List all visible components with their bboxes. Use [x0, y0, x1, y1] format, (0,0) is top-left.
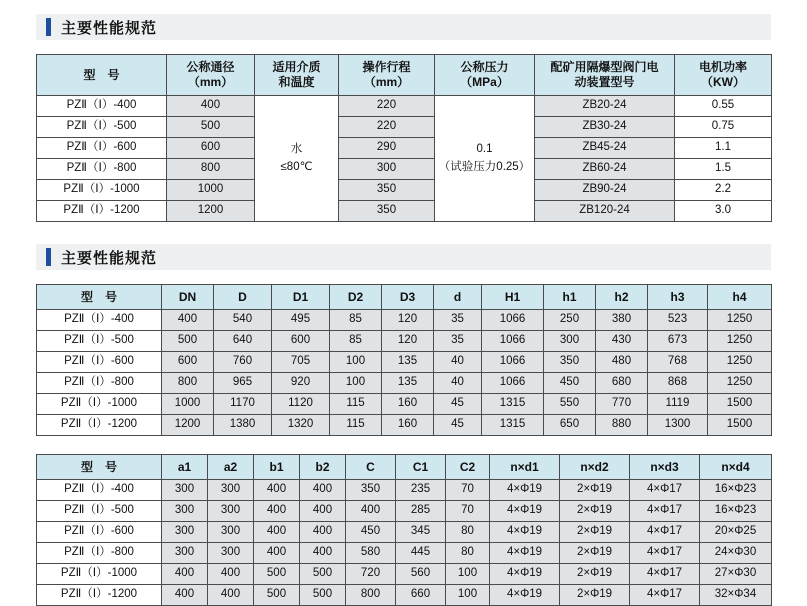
cell-d1: 495 [272, 310, 330, 331]
cell-d-small: 45 [434, 394, 482, 415]
cell-c2: 100 [446, 585, 490, 606]
cell-h3: 1119 [648, 394, 708, 415]
col-header-nxd3: n×d3 [630, 455, 700, 480]
cell-h4: 1250 [708, 373, 772, 394]
cell-a2: 300 [208, 543, 254, 564]
cell-d1: 1320 [272, 415, 330, 436]
cell-c1: 235 [396, 480, 446, 501]
cell-model: PZⅡ（Ⅰ）-800 [37, 543, 162, 564]
cell-nxd1: 4×Φ19 [490, 501, 560, 522]
cell-h1-upper: 1315 [482, 394, 544, 415]
table-row [37, 331, 772, 352]
cell-c1: 345 [396, 522, 446, 543]
cell-nxd3: 4×Φ17 [630, 480, 700, 501]
cell-b1: 500 [254, 585, 300, 606]
cell-h1-upper: 1066 [482, 352, 544, 373]
col-header-a2: a2 [208, 455, 254, 480]
cell-nxd1: 4×Φ19 [490, 543, 560, 564]
table-row [37, 501, 772, 522]
col-header-h2: h2 [596, 285, 648, 310]
cell-nxd4: 32×Φ34 [700, 585, 772, 606]
cell-d-small: 40 [434, 373, 482, 394]
cell-h1: 450 [544, 373, 596, 394]
cell-d: 1380 [214, 415, 272, 436]
cell-nominal-diameter: 1000 [167, 180, 255, 201]
col-header-b2: b2 [300, 455, 346, 480]
table-dimensions-bolts [36, 454, 772, 606]
cell-model: PZⅡ（Ⅰ）-1200 [37, 415, 162, 436]
table-dimensions-h [36, 284, 772, 436]
section-heading-1 [36, 14, 771, 40]
table-row [37, 373, 772, 394]
cell-electric-device-model: ZB45-24 [535, 138, 675, 159]
cell-d3: 160 [382, 415, 434, 436]
table-row [37, 159, 772, 180]
cell-model: PZⅡ（Ⅰ）-1000 [37, 394, 162, 415]
cell-motor-power: 0.75 [675, 117, 772, 138]
cell-a1: 300 [162, 543, 208, 564]
cell-d3: 135 [382, 352, 434, 373]
cell-d: 965 [214, 373, 272, 394]
cell-d2: 85 [330, 310, 382, 331]
table-header-row [37, 55, 772, 96]
cell-h1: 250 [544, 310, 596, 331]
cell-a1: 400 [162, 585, 208, 606]
cell-b2: 400 [300, 501, 346, 522]
cell-operating-stroke: 290 [339, 138, 435, 159]
col-header-nxd1: n×d1 [490, 455, 560, 480]
cell-d-small: 35 [434, 331, 482, 352]
cell-nxd1: 4×Φ19 [490, 480, 560, 501]
table-row [37, 394, 772, 415]
cell-h4: 1500 [708, 394, 772, 415]
cell-nxd4: 27×Φ30 [700, 564, 772, 585]
col-header-model: 型 号 [37, 455, 162, 480]
cell-h4: 1500 [708, 415, 772, 436]
cell-d1: 705 [272, 352, 330, 373]
cell-nxd4: 16×Φ23 [700, 501, 772, 522]
col-header-medium-temperature: 适用介质 和温度 [255, 55, 339, 96]
cell-d-small: 35 [434, 310, 482, 331]
section-title: 主要性能规范 [61, 19, 158, 37]
cell-d: 640 [214, 331, 272, 352]
cell-d3: 135 [382, 373, 434, 394]
section-title: 主要性能规范 [61, 249, 158, 267]
col-header-model: 型 号 [37, 55, 167, 96]
cell-operating-stroke: 220 [339, 117, 435, 138]
cell-motor-power: 3.0 [675, 201, 772, 222]
cell-nxd2: 2×Φ19 [560, 501, 630, 522]
cell-h4: 1250 [708, 331, 772, 352]
cell-a1: 400 [162, 564, 208, 585]
cell-nxd4: 20×Φ25 [700, 522, 772, 543]
cell-model: PZⅡ（Ⅰ）-1200 [37, 585, 162, 606]
cell-b1: 400 [254, 543, 300, 564]
cell-nxd3: 4×Φ17 [630, 585, 700, 606]
cell-d1: 920 [272, 373, 330, 394]
cell-d1: 1120 [272, 394, 330, 415]
cell-model: PZⅡ（Ⅰ）-1200 [37, 201, 167, 222]
cell-nxd2: 2×Φ19 [560, 564, 630, 585]
cell-nxd4: 16×Φ23 [700, 480, 772, 501]
cell-medium-temperature: 水 ≤80℃ [255, 96, 339, 222]
cell-d: 540 [214, 310, 272, 331]
cell-operating-stroke: 220 [339, 96, 435, 117]
cell-d3: 120 [382, 331, 434, 352]
cell-h1-upper: 1066 [482, 331, 544, 352]
col-header-dn: DN [162, 285, 214, 310]
cell-c1: 560 [396, 564, 446, 585]
cell-h1: 350 [544, 352, 596, 373]
cell-c1: 285 [396, 501, 446, 522]
cell-model: PZⅡ（Ⅰ）-800 [37, 159, 167, 180]
table-row [37, 310, 772, 331]
cell-c1: 660 [396, 585, 446, 606]
col-header-operating-stroke: 操作行程 （mm） [339, 55, 435, 96]
cell-model: PZⅡ（Ⅰ）-400 [37, 310, 162, 331]
cell-dn: 400 [162, 310, 214, 331]
table-row [37, 180, 772, 201]
cell-h2: 430 [596, 331, 648, 352]
table-row [37, 138, 772, 159]
col-header-b1: b1 [254, 455, 300, 480]
table-header-row [37, 285, 772, 310]
cell-d1: 600 [272, 331, 330, 352]
cell-a2: 300 [208, 480, 254, 501]
cell-b1: 400 [254, 501, 300, 522]
col-header-a1: a1 [162, 455, 208, 480]
table-row [37, 522, 772, 543]
cell-model: PZⅡ（Ⅰ）-600 [37, 352, 162, 373]
cell-d-small: 45 [434, 415, 482, 436]
cell-nxd3: 4×Φ17 [630, 564, 700, 585]
cell-model: PZⅡ（Ⅰ）-500 [37, 117, 167, 138]
cell-dn: 800 [162, 373, 214, 394]
col-header-electric-device-model: 配矿用隔爆型阀门电 动装置型号 [535, 55, 675, 96]
cell-nxd4: 24×Φ30 [700, 543, 772, 564]
table-header-row [37, 455, 772, 480]
col-header-nominal-diameter: 公称通径 （mm） [167, 55, 255, 96]
cell-a1: 300 [162, 522, 208, 543]
cell-model: PZⅡ（Ⅰ）-500 [37, 501, 162, 522]
cell-model: PZⅡ（Ⅰ）-1000 [37, 180, 167, 201]
cell-h4: 1250 [708, 352, 772, 373]
cell-electric-device-model: ZB120-24 [535, 201, 675, 222]
col-header-c1: C1 [396, 455, 446, 480]
cell-c2: 80 [446, 522, 490, 543]
cell-motor-power: 1.5 [675, 159, 772, 180]
cell-h1-upper: 1315 [482, 415, 544, 436]
cell-c: 350 [346, 480, 396, 501]
table-row [37, 543, 772, 564]
cell-operating-stroke: 350 [339, 180, 435, 201]
cell-d2: 115 [330, 415, 382, 436]
cell-c2: 80 [446, 543, 490, 564]
cell-b1: 400 [254, 522, 300, 543]
cell-operating-stroke: 300 [339, 159, 435, 180]
cell-nominal-diameter: 1200 [167, 201, 255, 222]
cell-h1: 550 [544, 394, 596, 415]
col-header-h1: h1 [544, 285, 596, 310]
cell-d2: 100 [330, 373, 382, 394]
cell-a2: 300 [208, 522, 254, 543]
cell-electric-device-model: ZB90-24 [535, 180, 675, 201]
col-header-d3: D3 [382, 285, 434, 310]
cell-nominal-diameter: 600 [167, 138, 255, 159]
cell-nxd3: 4×Φ17 [630, 543, 700, 564]
cell-a1: 300 [162, 480, 208, 501]
col-header-nominal-pressure: 公称压力 （MPa） [435, 55, 535, 96]
cell-model: PZⅡ（Ⅰ）-400 [37, 96, 167, 117]
cell-c: 800 [346, 585, 396, 606]
cell-d2: 100 [330, 352, 382, 373]
col-header-c: C [346, 455, 396, 480]
cell-dn: 500 [162, 331, 214, 352]
cell-a2: 300 [208, 501, 254, 522]
col-header-d-small: d [434, 285, 482, 310]
cell-d-small: 40 [434, 352, 482, 373]
cell-operating-stroke: 350 [339, 201, 435, 222]
col-header-d1: D1 [272, 285, 330, 310]
cell-nxd3: 4×Φ17 [630, 522, 700, 543]
cell-h3: 673 [648, 331, 708, 352]
col-header-c2: C2 [446, 455, 490, 480]
cell-model: PZⅡ（Ⅰ）-1000 [37, 564, 162, 585]
cell-d2: 115 [330, 394, 382, 415]
cell-d3: 160 [382, 394, 434, 415]
cell-nxd2: 2×Φ19 [560, 543, 630, 564]
col-header-nxd4: n×d4 [700, 455, 772, 480]
cell-h2: 770 [596, 394, 648, 415]
cell-model: PZⅡ（Ⅰ）-400 [37, 480, 162, 501]
cell-c2: 70 [446, 501, 490, 522]
table-row [37, 201, 772, 222]
cell-nominal-pressure: 0.1 （试验压力0.25） [435, 96, 535, 222]
table-row [37, 564, 772, 585]
cell-d: 1170 [214, 394, 272, 415]
cell-model: PZⅡ（Ⅰ）-600 [37, 522, 162, 543]
cell-b2: 400 [300, 522, 346, 543]
table-row [37, 96, 772, 117]
cell-motor-power: 2.2 [675, 180, 772, 201]
cell-b1: 500 [254, 564, 300, 585]
cell-b2: 400 [300, 480, 346, 501]
cell-nxd1: 4×Φ19 [490, 522, 560, 543]
cell-d: 760 [214, 352, 272, 373]
cell-h2: 680 [596, 373, 648, 394]
cell-h2: 880 [596, 415, 648, 436]
cell-c: 720 [346, 564, 396, 585]
cell-c: 580 [346, 543, 396, 564]
cell-nxd1: 4×Φ19 [490, 585, 560, 606]
cell-electric-device-model: ZB60-24 [535, 159, 675, 180]
cell-h4: 1250 [708, 310, 772, 331]
cell-b2: 400 [300, 543, 346, 564]
cell-h2: 480 [596, 352, 648, 373]
col-header-d: D [214, 285, 272, 310]
section-heading-2 [36, 244, 771, 270]
cell-h1-upper: 1066 [482, 310, 544, 331]
cell-h3: 868 [648, 373, 708, 394]
cell-model: PZⅡ（Ⅰ）-500 [37, 331, 162, 352]
table-row [37, 415, 772, 436]
cell-c: 450 [346, 522, 396, 543]
table-row [37, 480, 772, 501]
cell-nxd2: 2×Φ19 [560, 585, 630, 606]
cell-model: PZⅡ（Ⅰ）-600 [37, 138, 167, 159]
cell-h3: 1300 [648, 415, 708, 436]
cell-nominal-diameter: 800 [167, 159, 255, 180]
cell-a1: 300 [162, 501, 208, 522]
cell-c2: 100 [446, 564, 490, 585]
cell-c1: 445 [396, 543, 446, 564]
cell-motor-power: 1.1 [675, 138, 772, 159]
cell-h3: 768 [648, 352, 708, 373]
col-header-h4: h4 [708, 285, 772, 310]
cell-electric-device-model: ZB30-24 [535, 117, 675, 138]
cell-d2: 85 [330, 331, 382, 352]
cell-h1: 650 [544, 415, 596, 436]
cell-h3: 523 [648, 310, 708, 331]
accent-bar-icon [46, 18, 51, 36]
col-header-model: 型 号 [37, 285, 162, 310]
cell-h2: 380 [596, 310, 648, 331]
cell-electric-device-model: ZB20-24 [535, 96, 675, 117]
col-header-nxd2: n×d2 [560, 455, 630, 480]
col-header-h1-upper: H1 [482, 285, 544, 310]
cell-nxd3: 4×Φ17 [630, 501, 700, 522]
cell-c: 400 [346, 501, 396, 522]
cell-c2: 70 [446, 480, 490, 501]
cell-d3: 120 [382, 310, 434, 331]
cell-nominal-diameter: 400 [167, 96, 255, 117]
cell-b1: 400 [254, 480, 300, 501]
cell-b2: 500 [300, 585, 346, 606]
table-row [37, 585, 772, 606]
cell-h1-upper: 1066 [482, 373, 544, 394]
table-main-performance-spec [36, 54, 772, 222]
table-row [37, 352, 772, 373]
cell-dn: 600 [162, 352, 214, 373]
cell-h1: 300 [544, 331, 596, 352]
cell-dn: 1200 [162, 415, 214, 436]
cell-nxd1: 4×Φ19 [490, 564, 560, 585]
cell-motor-power: 0.55 [675, 96, 772, 117]
col-header-h3: h3 [648, 285, 708, 310]
accent-bar-icon [46, 248, 51, 266]
cell-nominal-diameter: 500 [167, 117, 255, 138]
cell-dn: 1000 [162, 394, 214, 415]
cell-nxd2: 2×Φ19 [560, 480, 630, 501]
cell-a2: 400 [208, 585, 254, 606]
cell-model: PZⅡ（Ⅰ）-800 [37, 373, 162, 394]
cell-nxd2: 2×Φ19 [560, 522, 630, 543]
table-row [37, 117, 772, 138]
col-header-motor-power: 电机功率 （KW） [675, 55, 772, 96]
cell-b2: 500 [300, 564, 346, 585]
col-header-d2: D2 [330, 285, 382, 310]
cell-a2: 400 [208, 564, 254, 585]
